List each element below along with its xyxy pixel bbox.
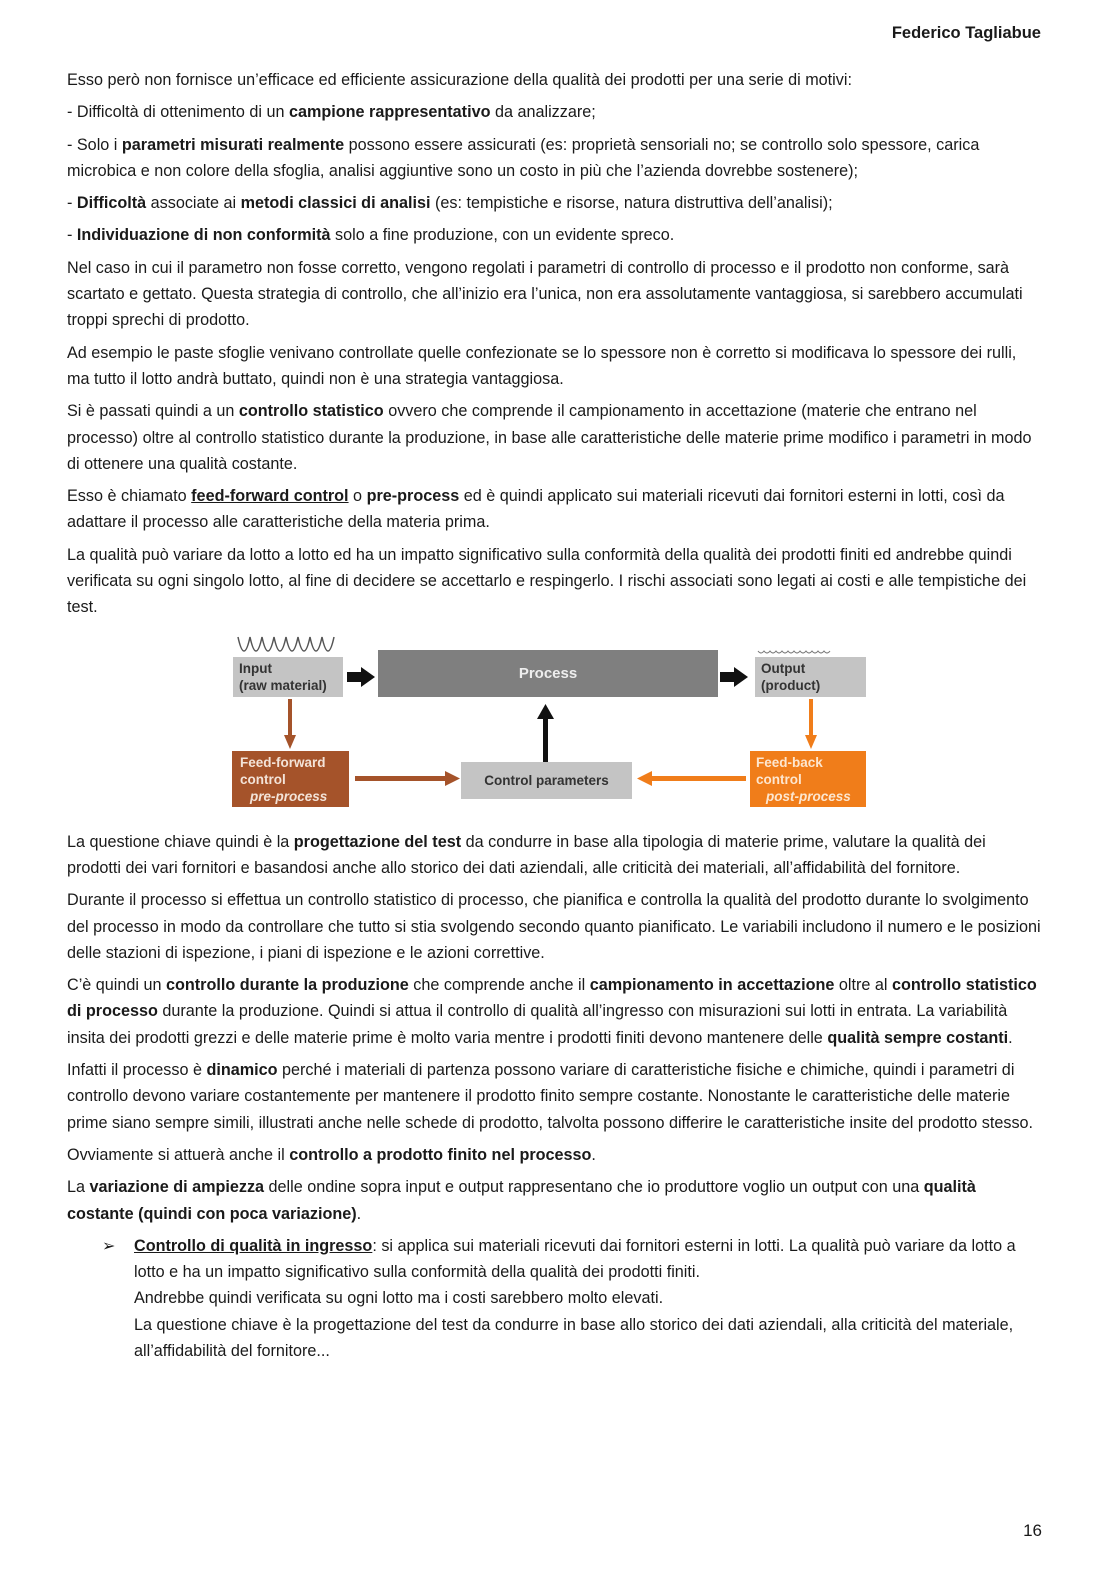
input-box bbox=[233, 657, 343, 697]
output-sublabel: (product) bbox=[761, 677, 821, 693]
paragraph bbox=[67, 67, 1042, 93]
text-run: Ovviamente si attuerà anche il bbox=[67, 1145, 290, 1164]
bullet-line-3: La questione chiave è la progettazione del test da condurre in base allo storico dei dati aziendali, alla criticità del materiale, all’affidabilità del fornitore... bbox=[134, 1315, 1014, 1360]
text-run: Esso però non fornisce un’efficace ed efficiente assicurazione della qualità dei prodotti per una serie di motivi: bbox=[67, 71, 852, 89]
text-run: - bbox=[67, 194, 77, 213]
page-number: 16 bbox=[1023, 1521, 1042, 1540]
paragraph bbox=[67, 887, 1042, 966]
text-run: ed è quindi applicato sui materiali ricevuti dai fornitori esterni in lotti, così da adattare il processo alle caratteristiche della materia prima. bbox=[67, 487, 1005, 532]
process-control-diagram bbox=[230, 629, 890, 819]
text-run: associate ai bbox=[146, 194, 241, 213]
output-wave bbox=[758, 651, 830, 653]
feed-back-box bbox=[750, 751, 866, 807]
bold-text: controllo statistico di processo bbox=[67, 976, 1037, 1021]
header-author: Federico Tagliabue bbox=[891, 24, 1041, 42]
text-run: La bbox=[67, 1178, 90, 1197]
text-run: - Difficoltà di ottenimento di un bbox=[67, 103, 289, 122]
fb-label2: control bbox=[756, 771, 802, 787]
input-sublabel: (raw material) bbox=[239, 677, 327, 693]
paragraph bbox=[67, 542, 1042, 621]
control-parameters-box: Control parameters bbox=[461, 762, 632, 799]
fb-label3: post-process bbox=[766, 788, 851, 804]
process-box: Process bbox=[378, 650, 718, 697]
bold-text: controllo durante la produzione bbox=[166, 976, 409, 995]
text-run: Durante il processo si effettua un controllo statistico di processo, che pianifica e controlla la qualità del prodotto durante lo svolgimento del processo in modo da controllare che tutto si stia svolgendo secondo quanto pianificato. Le variabili includono il numero e le posizioni delle stazioni di ispezione, i piani di ispezione e le azioni correttive. bbox=[67, 891, 1041, 962]
bullet-text bbox=[134, 1233, 1042, 1286]
text-run: da condurre in base alla tipologia di materie prime, valutare la qualità dei prodotti dei vari fornitori e basandosi anche allo storico dei dati aziendali, alle criticità dei materiali, all’affidabilità del fornitore. bbox=[67, 832, 986, 877]
arrow-params-to-process bbox=[537, 704, 554, 762]
text-run: La questione chiave quindi è la bbox=[67, 832, 294, 851]
bullet-line-2: Andrebbe quindi verificata su ogni lotto ma i costi sarebbero molto elevati. bbox=[134, 1289, 664, 1308]
arrow-feedforward-to-params bbox=[355, 771, 460, 786]
text-run: durante la produzione. Quindi si attua il controllo di qualità all’ingresso con misurazioni sui lotti in entrata. La variabilità insita dei prodotti grezzi e delle materie prime è molto varia mentre i prodotti finiti devono mantenere delle bbox=[67, 1002, 1008, 1047]
output-box bbox=[755, 657, 866, 697]
paragraphs-before bbox=[67, 67, 1042, 621]
text-run: possono essere assicurati (es: proprietà sensoriali no; se controllo solo spessore, carica microbica e non colore della sfoglia, analisi aggiuntive sono un costo in più che l’azienda dovrebbe sostenere); bbox=[67, 135, 980, 180]
page-body bbox=[67, 67, 1042, 1364]
bold-text: pre-process bbox=[366, 487, 460, 506]
bold-text: Individuazione di non conformità bbox=[76, 226, 331, 245]
text-run: Esso è chiamato bbox=[67, 487, 192, 506]
bullet-item bbox=[67, 1233, 1042, 1364]
paragraph bbox=[67, 1057, 1042, 1136]
arrow-bullet-icon: ➢ bbox=[102, 1236, 116, 1255]
fb-label: Feed-back bbox=[756, 754, 823, 770]
text-run: - bbox=[67, 226, 77, 245]
bold-text: variazione di ampiezza bbox=[89, 1178, 265, 1197]
paragraph bbox=[67, 99, 1042, 125]
paragraph bbox=[67, 972, 1042, 1051]
text-run: solo a fine produzione, con un evidente spreco. bbox=[330, 226, 675, 245]
text-run: (es: tempistiche e risorse, natura distruttiva dell’analisi); bbox=[430, 194, 833, 213]
bold-text: campione rappresentativo bbox=[288, 103, 491, 122]
bold-text: controllo a prodotto finito nel processo bbox=[289, 1145, 592, 1164]
bold-text: qualità sempre costanti bbox=[827, 1028, 1009, 1047]
arrow-input-to-process bbox=[347, 667, 375, 687]
bold-text: controllo statistico bbox=[238, 402, 384, 421]
text-run: oltre al bbox=[834, 976, 892, 995]
input-label: Input bbox=[239, 660, 272, 676]
text-run: C’è quindi un bbox=[67, 976, 166, 995]
bold-text: Difficoltà bbox=[76, 194, 147, 213]
bold-text: progettazione del test bbox=[293, 832, 462, 851]
bold-text: Controllo di qualità in ingresso bbox=[134, 1236, 373, 1255]
ff-label2: control bbox=[240, 771, 286, 787]
paragraph bbox=[67, 1174, 1042, 1227]
arrow-output-to-feedback bbox=[805, 699, 817, 749]
text-run: Infatti il processo è bbox=[67, 1061, 207, 1080]
bold-text: metodi classici di analisi bbox=[240, 194, 431, 213]
text-run: Ad esempio le paste sfoglie venivano controllate quelle confezionate se lo spessore non è corretto si modificava lo spessore dei rulli, ma tutto il lotto andrà buttato, quindi non è una strategia vantaggiosa. bbox=[67, 343, 1017, 388]
ff-label3: pre-process bbox=[250, 788, 328, 804]
paragraph bbox=[67, 398, 1042, 477]
arrow-input-to-feedforward bbox=[284, 699, 296, 749]
paragraphs-after bbox=[67, 829, 1042, 1227]
text-run: La qualità può variare da lotto a lotto ed ha un impatto significativo sulla conformità della qualità dei prodotti finiti ed andrebbe quindi verificata su ogni singolo lotto, al fine di decidere se accettarlo e respingerlo. I rischi associati sono legati ai costi e alle tempistiche dei test. bbox=[67, 545, 1027, 617]
text-run: - Solo i bbox=[67, 135, 122, 154]
bold-text: feed-forward control bbox=[191, 487, 349, 506]
text-run: da analizzare; bbox=[490, 103, 596, 122]
text-run: Nel caso in cui il parametro non fosse corretto, vengono regolati i parametri di controllo di processo e il prodotto non conforme, sarà scartato e gettato. Questa strategia di controllo, che all’inizio era l’unica, non era assolutamente vantaggiosa, si sarebbero accumulati troppi sprechi di prodotto. bbox=[67, 258, 1023, 330]
bold-text: qualità costante (quindi con poca variazione) bbox=[67, 1178, 976, 1223]
text-run: delle ondine sopra input e output rappresentano che io produttore voglio un output con una bbox=[264, 1178, 924, 1197]
text-run: Si è passati quindi a un bbox=[67, 402, 239, 421]
text-run: che comprende anche il bbox=[408, 976, 590, 995]
text-run: perché i materiali di partenza possono variare di caratteristiche fisiche e chimiche, quindi i parametri di controllo devono variare costantemente per mantenere il prodotto finito sempre costante. Nonostante le caratteristiche delle materie prime siano sempre simili, illustrati anche nelle schede di prodotto, talvolta possono differire le caratteristiche insite del prodotto stesso. bbox=[67, 1061, 1034, 1132]
paragraph bbox=[67, 340, 1042, 393]
paragraph bbox=[67, 222, 1042, 248]
text-run: ovvero che comprende il campionamento in accettazione (materie che entrano nel processo) oltre al controllo statistico durante la produzione, in base alle caratteristiche delle materie prime modifico i parametri in modo di ottenere una qualità costante. bbox=[67, 402, 1032, 473]
bold-text: dinamico bbox=[206, 1061, 278, 1080]
text-run: . bbox=[1008, 1028, 1013, 1047]
input-wave bbox=[238, 637, 334, 651]
bold-text: parametri misurati realmente bbox=[121, 135, 345, 154]
feed-forward-box bbox=[232, 751, 349, 807]
paragraph bbox=[67, 1142, 1042, 1168]
paragraph bbox=[67, 483, 1042, 536]
paragraph bbox=[67, 190, 1042, 216]
text-run: o bbox=[348, 487, 367, 506]
text-run: . bbox=[356, 1204, 362, 1223]
text-run: . bbox=[591, 1145, 596, 1164]
paragraph bbox=[67, 132, 1042, 185]
text-run: : si applica sui materiali ricevuti dai fornitori esterni in lotti. La qualità può variare da lotto a lotto e ha un impatto significativo sulla conformità della qualità dei prodotti finiti. bbox=[134, 1236, 1016, 1282]
arrow-process-to-output bbox=[720, 667, 748, 687]
ff-label: Feed-forward bbox=[240, 754, 326, 770]
arrow-feedback-to-params bbox=[637, 771, 746, 786]
bold-text: campionamento in accettazione bbox=[589, 976, 835, 995]
output-label: Output bbox=[761, 660, 806, 676]
paragraph bbox=[67, 255, 1042, 334]
paragraph bbox=[67, 829, 1042, 882]
